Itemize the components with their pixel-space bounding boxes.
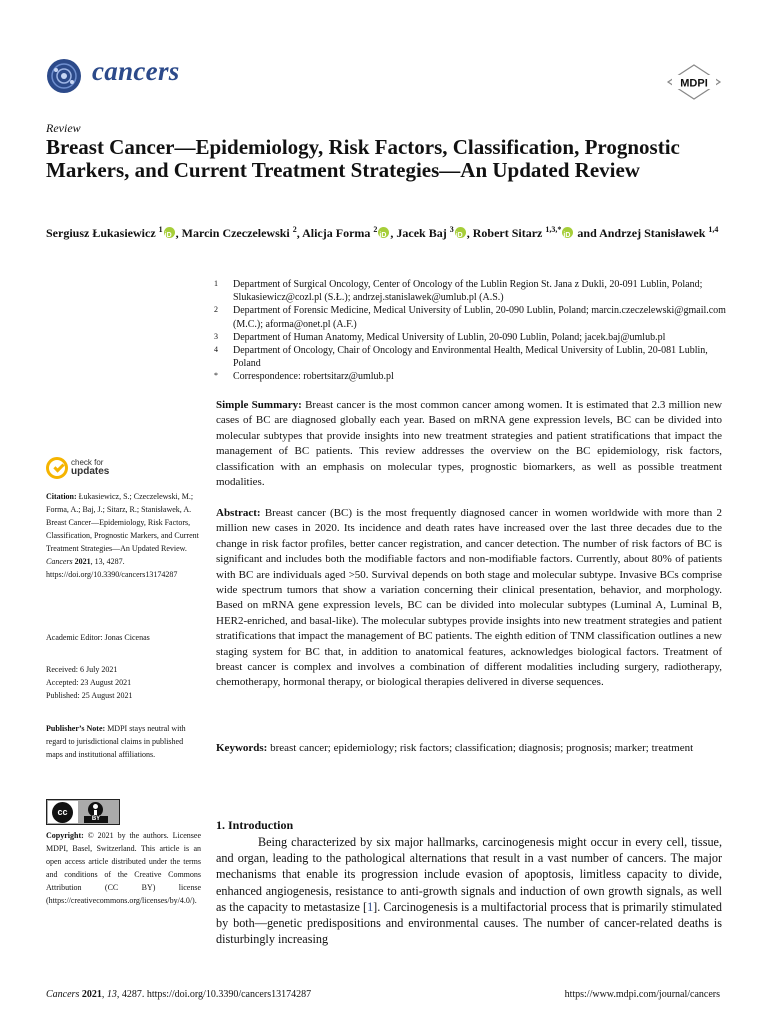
author-name: Sergiusz Łukasiewicz: [46, 226, 159, 240]
affiliation-item: [214, 344, 734, 370]
publisher-note-label: Publisher’s Note:: [46, 724, 106, 733]
affiliation-list: [214, 278, 734, 384]
footer-doi[interactable]: , 4287. https://doi.org/10.3390/cancers13174287: [116, 989, 312, 1000]
journal-logo-icon: [46, 58, 82, 94]
author-separator: ,: [296, 226, 303, 240]
affiliation-number: 4: [214, 345, 218, 355]
footer-journal: Cancers: [46, 989, 80, 1000]
check-updates-line2: updates: [71, 466, 110, 477]
author-affiliation-number: 3: [449, 225, 454, 234]
intro-text-part1: Being characterized by six major hallmarks, carcinogenesis might occur in every cell, tissue, and organ, leading to the pathological alternations that result in a vast number of cancers. The major mechanisms that enable its progression include evasion of apoptosis, limitless capacity to divide, enhanced angiogenesis, resistance to anti-growth signals and induction of own growth signals, as well as the capacity to metastasize [: [216, 835, 722, 914]
author-separator: ,: [466, 226, 473, 240]
keywords: [216, 741, 722, 756]
author-affiliation-number: 1: [158, 225, 163, 234]
abstract-text: Breast cancer (BC) is the most frequently diagnosed cancer in women worldwide with more than 2 million new cases in 2020. Its incidence and death rates have increased over the last three decades due to the change in risk factor profiles, better cancer registration, and cancer detection. The number of risk factors of BC is significant and includes both the modifiable factors and non-modifiable factors. Currently, about 80% of patients with BC are individuals aged >50. Survival depends on both stage and molecular subtype. Invasive BCs comprise wide spectrum tumors that show a variation concerning their clinical presentation, behavior, and morphology. Based on mRNA gene expression levels, BC can be divided into molecular subtypes (Luminal A, Luminal B, HER2-enriched, and basal-like). The molecular subtypes provide insights into new treatment strategies and patient stratifications that impact the management of BC patients. The eighth edition of TNM classification outlines a new staging system for BC that, in addition to anatomical features, acknowledges biological factors. Treatment of breast cancer is complex and involves a combination of different modalities including surgery, radiotherapy, chemotherapy, hormonal therapy, or biological therapies delivered in diverse sequences.: [216, 507, 723, 689]
citation-rest[interactable]: , 13, 4287. https://doi.org/10.3390/cancers13174287: [46, 557, 178, 579]
citation-text: Łukasiewicz, S.; Czeczelewski, M.; Forma, A.; Baj, J.; Sitarz, R.; Stanisławek, A. Breast Cancer—Epidemiology, Risk Factors, Classification, Prognostic Markers, and Current Treatment Strategies—An Updated Review.: [46, 492, 199, 553]
publisher-note-text: MDPI stays neutral with regard to jurisdictional claims in published maps and institutional affiliations.: [46, 724, 186, 759]
abstract: [216, 506, 722, 691]
mdpi-logo-icon[interactable]: [666, 64, 722, 100]
affiliation-item: [214, 304, 734, 330]
abstract-label: Abstract:: [216, 507, 261, 519]
keywords-text: breast cancer; epidemiology; risk factors; classification; diagnosis; prognosis; marker; treatment: [270, 742, 694, 754]
affiliation-item: [214, 278, 734, 304]
author-affiliation-number: 1,3,*: [545, 225, 562, 234]
dates-block: [46, 663, 201, 702]
svg-text:MDPI: MDPI: [680, 77, 708, 90]
copyright-block: [46, 829, 201, 907]
introduction-paragraph: [216, 834, 722, 947]
citation-year: 2021: [74, 557, 91, 566]
check-updates-line1: check for: [71, 458, 104, 467]
section-heading-introduction: 1. Introduction: [216, 818, 294, 832]
footer-journal-url[interactable]: https://www.mdpi.com/journal/cancers: [564, 989, 720, 1000]
orcid-icon[interactable]: [562, 227, 573, 238]
citation-label: Citation:: [46, 492, 77, 501]
affiliation-item: [214, 331, 734, 344]
publisher-note: [46, 722, 201, 761]
author-separator: and: [574, 226, 600, 240]
author-separator: ,: [175, 226, 182, 240]
check-for-updates-button[interactable]: [46, 457, 126, 481]
cc-by-license-badge[interactable]: [46, 799, 120, 825]
author-name: Marcin Czeczelewski: [181, 226, 293, 240]
orcid-icon[interactable]: [164, 227, 175, 238]
author-list: [46, 225, 736, 241]
by-label: BY: [84, 816, 108, 823]
attribution-person-icon: [88, 802, 103, 817]
accepted-date: Accepted: 23 August 2021: [46, 678, 132, 687]
affiliation-text: Correspondence: robertsitarz@umlub.pl: [233, 371, 394, 383]
academic-editor: Academic Editor: Jonas Cicenas: [46, 633, 150, 642]
affiliation-number: *: [214, 371, 218, 381]
simple-summary-label: Simple Summary:: [216, 399, 302, 411]
copyright-label: Copyright:: [46, 831, 84, 840]
author-name: Jacek Baj: [396, 226, 450, 240]
author-name: Alicja Forma: [302, 226, 374, 240]
affiliation-number: 3: [214, 331, 218, 341]
affiliation-text: Department of Oncology, Chair of Oncology and Environmental Health, Medical University of Lublin, 20-081 Lublin, Poland: [233, 345, 708, 370]
author-separator: ,: [390, 226, 397, 240]
published-date: Published: 25 August 2021: [46, 691, 133, 700]
simple-summary-text: Breast cancer is the most common cancer among women. It is estimated that 2.3 million new cases of BC are diagnosed globally each year. Based on mRNA gene expression levels, BC can be divided into molecular subtypes that provide insights into new treatment strategies and patient stratifications that impact the management of BC patients. This review addresses the overview on the BC epidemiology, risk factors, classification with an emphasis on molecular types, prognostic biomarkers, as well as possible treatment modalities.: [216, 399, 723, 489]
author-name: Robert Sitarz: [472, 226, 546, 240]
footer-volume: 13: [106, 989, 117, 1000]
citation-journal: Cancers: [46, 557, 73, 566]
reference-link-1[interactable]: 1: [367, 899, 374, 914]
check-updates-icon: [46, 457, 68, 479]
orcid-icon[interactable]: [378, 227, 389, 238]
affiliation-number: 1: [214, 279, 218, 288]
affiliation-item: [214, 370, 734, 383]
article-title: Breast Cancer—Epidemiology, Risk Factors, Classification, Prognostic Markers, and Current Treatment Strategies—An Updated Review: [46, 135, 680, 182]
article-type: Review: [46, 121, 81, 135]
author-affiliation-number: 2: [373, 225, 378, 234]
affiliation-text: Department of Human Anatomy, Medical University of Lublin, 20-090 Lublin, Poland; jacek.baj@umlub.pl: [233, 331, 666, 343]
keywords-label: Keywords:: [216, 742, 268, 754]
affiliation-number: 2: [214, 305, 218, 315]
author-name: Andrzej Stanisławek: [599, 226, 709, 240]
footer-year: 2021: [81, 989, 102, 1000]
footer-citation: Cancers 2021, 13, 4287. https://doi.org/10.3390/cancers13174287: [46, 989, 312, 1000]
cc-icon: cc: [52, 802, 73, 823]
affiliation-text: Department of Forensic Medicine, Medical University of Lublin, 20-090 Lublin, Poland; marcin.czeczelewski@gmail.com (M.C.); aforma@onet.pl (A.F.): [233, 305, 726, 330]
copyright-text: © 2021 by the authors. Licensee MDPI, Basel, Switzerland. This article is an open access article distributed under the terms and conditions of the Creative Commons Attribution (CC BY) license (https://creativecommons.org/licenses/by/4.0/).: [46, 831, 202, 905]
citation-block: [46, 490, 201, 581]
author-affiliation-number: 2: [292, 225, 297, 234]
affiliation-text: Department of Surgical Oncology, Center of Oncology of the Lublin Region St. Jana z Dukli, 20-091 Lublin, Poland; Slukasiewicz@cozl.pl (S.Ł.); andrzej.stanislawek@umlub.pl (A.S.): [233, 279, 703, 304]
author-affiliation-number: 1,4: [708, 225, 719, 234]
journal-name[interactable]: cancers: [92, 56, 180, 86]
received-date: Received: 6 July 2021: [46, 665, 118, 674]
simple-summary: [216, 398, 722, 490]
intro-text-part2: ]. Carcinogenesis is a multifactorial process that is primarily stimulated by both—genetic predispositions and environmental causes. The number of cancer-related deaths is disturbingly increasing: [216, 899, 722, 947]
orcid-icon[interactable]: [455, 227, 466, 238]
